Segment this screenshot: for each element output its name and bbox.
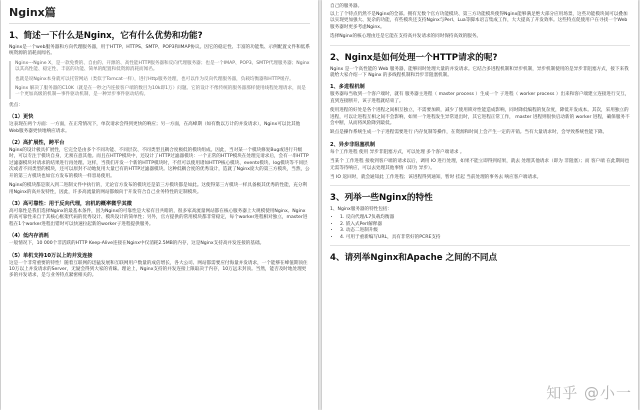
subheading: （1）更快 [9,114,34,121]
paragraph: 一般情况下，10 000个非活跃的HTTP Keep-Alive连接在Nginx中仅消耗2.5MB的内存，这是Nginx支持高并发连接的基础。 [9,241,265,247]
paragraph: Nginx的模块都是嵌入到二进制文件中执行的，无论官方发布的模块还是第三方模块都是如此。这使得第三方模块一样具备极其优秀的性能，充分利用Nginx的高并发特性，因此，许多高流量的网站都倾向于开发符合自己业务特性的定制模块。 [9,183,308,195]
document-title: Nginx篇 [9,4,310,24]
quote-paragraph: Nginx 解决了服务器的C10K（就是在一秒之内连接客户端的数目为10k即1万）问题。它的设计不像传统的服务器那样使用线程处理请求，而是一个更加高级的机制—事件驱动机制，是一种异步事件驱动结构。 [15,86,306,98]
paragraph: Nginx 是一个高性能的 Web 服务器，能够同时处理大量的并发请求。它结合多进程机制和异步机制，异步机制使用的是异步非阻塞方式，接下来我就给大家介绍一下 Nginx 的多线程机制和异步非阻塞机制。 [330,66,629,78]
feature-list [340,215,630,241]
paragraph: 自己的服务器。 [330,4,363,9]
section-heading-2: 2、Nginx是如何处理一个HTTP请求的呢? [330,52,498,63]
subheading: （2）高扩展性，跨平台 [9,140,65,147]
paragraph: 服务器每当收到一个客户端时，就有 服务器主进程（ master process ）生成一个 子进程（ worker process ）出来和客户端建立连接进行交互，直到连接断开，该子进程就结束了。 [330,92,630,104]
divider [330,245,630,246]
quote-paragraph: 也就是说Nginx本身就可以托管网站（类似于Tomcat一样），进行Http服务处理，也可以作为反向代理服务器，负载均衡器和HTTP缓存。 [15,76,294,82]
list-item: • 1. 反向代理/L7负载均衡器 [340,215,630,221]
document-page-right[interactable] [322,0,638,410]
paragraph: 每个工作进程 使用 异步非阻塞方式，可以处理 多个客户端请求 。 [330,149,465,155]
subheading: （5）单机支持10万以上的并发连接 [9,252,93,259]
section-heading-4: 4、请列举Nginx和Apache 之间的不同点 [330,252,498,263]
document-page-left[interactable] [1,0,318,410]
list-item: • 4. 可用于重新编写URL，具有非常好的PCRE支持 [340,235,630,241]
subheading: （3）高可靠性：用于反向代理，宕机的概率微乎其微 [9,200,132,207]
section-heading-3: 3、列举一些Nginx的特性 [330,193,433,204]
advantages-label: 优点： [9,102,23,108]
paragraph: 高可靠性是我们选择Nginx的最基本条件，因为Nginx的可靠性是大家有目共睹的，很多家高流量网站都在核心服务器上大规模使用Nginx。Nginx的高可靠性来自于其核心框架代码的优秀设计、模块设计的简单性；另外，官方提供的常用模块都非常稳定，每个worker进程相对独立，master进程在1个worker进程出错时可以快速拉起新的worker子进程提供服务。 [9,208,308,227]
section-heading-1: 1、简述一下什么是Nginx，它有什么优势和功能? [9,31,203,41]
blockquote [9,61,310,99]
divider [330,45,630,46]
quote-paragraph: Nginx---Ngine X，是一款免费的、自由的、开源的、高性能HTTP服务器和反向代理服务器；也是一个IMAP、POP3、SMTP代理服务器；Nginx以其高性能、稳定性、丰富的功能、简单的配置和低资源消耗而闻名。 [15,60,310,73]
paragraph: 这表现在两个方面：一方面，在正常情况下，单次请求会得到更快的响应；另一方面，在高峰期（如有数以万计的并发请求），Nginx可以比其他Web服务器更快地响应请求。 [9,122,301,134]
paragraph: 这是一个非常重要的特性！随着互联网的迅猛发展和互联网用户数量的成倍增长，各大公司、网站都需要应付海量并发请求，一个能够在峰值期顶住10万以上并发请求的Server，无疑会得到大家的青睐。理论上，Nginx支持的并发连接上限取决于内存，10万远未封顶。当然，能否及时地处理更多的并发请求，是与业务特点紧密相关的。 [9,260,308,279]
paragraph: 1、Nginx服务器的特性包括： [330,207,393,213]
zhihu-watermark: 知乎 @小一 [546,384,632,402]
subheading: （4）低内存消耗 [9,233,49,240]
paragraph: 以上了个特点仍然不是Nginx的全部。拥有无数个官方功能模块、第三方功能模块使得Nginx能够满足绝大部分应用场景，这些功能模块间可以叠加以实现更加强大、复杂的功能，有些模块还支持Nginx与Perl、Lua等脚本语言集成工作，大大提高了开发效率。这些特点促使用户在寻找一个Web服务器时更多考虑Nginx。 [330,11,628,30]
subheading: 1、多进程机制 [330,84,365,91]
list-item: • 2. 嵌入式Perl解释器 [340,222,630,228]
list-item: • 3. 动态二进制升级 [340,228,630,234]
paragraph: 当 IO 返回时，就会通知此 工作进程；该进程得到通知，暂时 挂起 当前处理的事务去 响应客户端请求。 [330,175,542,180]
paragraph: 使用进程的好处是各个进程之间相互独立，不需要加锁，减少了使用锁对性能造成影响，同时降低编程的复杂度，降低开发成本。其次，采用独立的进程，可以让进程互相之间不会影响，如果一个进程发生异常退出时，其它进程正常工作， master 进程则很快启动新的 worker 进程，确保服务不会中断，从而将风险降到最低。 [330,108,630,126]
paragraph: Nginx是一个web服务器和方向代理服务器，用于HTTP、HTTPS、SMTP、POP3和IMAP协议。因它的稳定性、丰富的功能集、示例配置文件和低系统资源的消耗而闻名。 [9,45,310,57]
paragraph: 缺点是操作系统生成一个子进程需要进行 内存复制等操作，在资源和时间上会产生一定的开销。当有大量请求时，会导致系统性能下降。 [330,130,608,136]
paragraph: 当某个 工作进程 接收到客户端的请求以后，调用 IO 进行处理，如果不能立即得到结果，就去 处理其他请求（即为 非阻塞）；而 客户端 在此期间也 无需等待响应，可以去处理其他事情（即为 异步）。 [330,159,630,171]
divider [330,185,630,186]
subheading: 2、异步非阻塞机制 [330,141,376,148]
paragraph: Nginx的设计极具扩展性，它完全是由多个不同功能、不同层次、不同类型且耦合度极低的模块组成。因此，当对某一个模块修复Bug或进行升级时，可以专注于模块自身，无须在意其他。而且在HTTP模块中，还设计了HTTP过滤器模块：一个正常的HTTP模块在处理完请求后，会有一串HTTP过滤器模块对请求的结果进行再处理。这样，当我们开发一个新的HTTP模块时，不但可以使用诸如HTTP核心模块、events模块、log模块等不同层次或者不同类型的模块，还可以原封不动地复用大量已有的HTTP过滤器模块。这种低耦合度的优秀设计，造就了Nginx庞大的第三方模块，当然，公开的第三方模块也如官方发布的模块一样容易使用。 [9,148,310,179]
paragraph: 选择Nginx的核心理由还是它能在支持高并发请求的同时保持高效的服务。 [330,34,482,40]
